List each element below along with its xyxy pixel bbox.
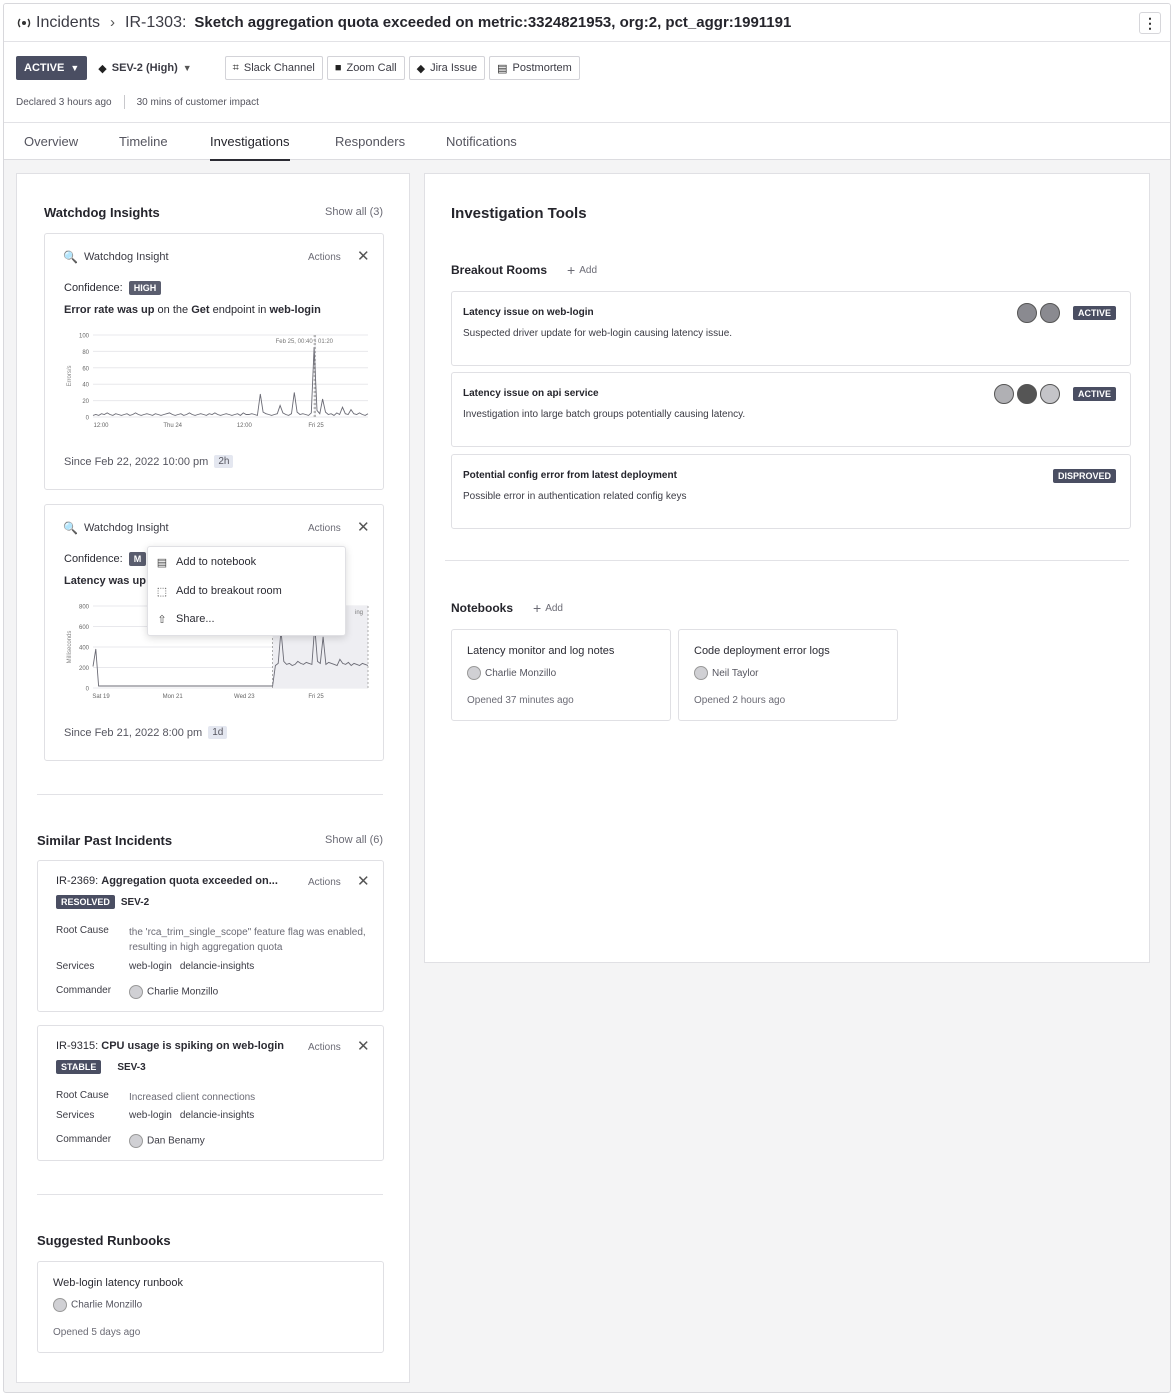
- postmortem-button[interactable]: [489, 56, 580, 80]
- zoom-label: Zoom Call: [346, 62, 397, 74]
- metric-text: on the: [154, 304, 192, 316]
- commander-row: [56, 1134, 205, 1148]
- past-incident-id: IR-2369:: [56, 875, 99, 887]
- close-icon[interactable]: ✕: [357, 248, 370, 265]
- menu-item-share[interactable]: [156, 609, 215, 629]
- avatar: [694, 666, 708, 680]
- notebook-title: Latency monitor and log notes: [467, 645, 615, 657]
- plus-icon: +: [533, 600, 542, 616]
- notebook-owner-name: Charlie Monzillo: [485, 667, 557, 679]
- y-tick-label: 400: [78, 645, 89, 652]
- watchdog-show-all-link[interactable]: Show all (3): [325, 206, 384, 218]
- root-cause-label: Root Cause: [56, 925, 109, 936]
- duration-badge: 2h: [214, 455, 233, 468]
- tools-title: Investigation Tools: [451, 205, 587, 222]
- close-icon[interactable]: ✕: [357, 873, 370, 890]
- services-label: Services: [56, 961, 95, 972]
- severity-text: SEV-2: [120, 896, 150, 908]
- error-rate-chart: [63, 329, 373, 439]
- x-tick-label: Mon 21: [162, 694, 183, 700]
- status-dropdown[interactable]: [16, 56, 87, 80]
- x-tick-label: 12:00: [93, 423, 109, 429]
- runbook-opened: Opened 5 days ago: [53, 1327, 141, 1338]
- confidence-label: Confidence:: [64, 553, 123, 565]
- notebook-owner: [467, 666, 556, 680]
- caret-down-icon: ▼: [182, 63, 192, 73]
- runbook-owner: [53, 1298, 142, 1312]
- root-cause-value: the 'rca_trim_single_scope" feature flag was enabled, resulting in high aggregation quota: [129, 927, 366, 953]
- add-label: Add: [545, 602, 563, 614]
- slack-icon: ⌗: [232, 61, 239, 74]
- past-incident-name: Aggregation quota exceeded on...: [101, 875, 278, 887]
- notebook-card[interactable]: [678, 629, 898, 721]
- service-tag[interactable]: web-login: [129, 1110, 172, 1121]
- past-incident-id: IR-9315:: [56, 1040, 99, 1052]
- insight-header-label: Watchdog Insight: [83, 251, 169, 263]
- incident-id: IR-1303:: [125, 13, 187, 31]
- commander-label: Commander: [56, 1134, 112, 1145]
- notebooks-header: [451, 600, 563, 616]
- notebook-title: Code deployment error logs: [694, 645, 830, 657]
- breakout-room-title: Latency issue on web-login: [463, 307, 594, 318]
- breakout-room-card[interactable]: [451, 372, 1131, 447]
- y-tick-label: 60: [82, 366, 89, 373]
- tab-timeline[interactable]: Timeline: [119, 134, 168, 149]
- more-options-button[interactable]: ⋮: [1139, 12, 1161, 34]
- notebook-icon: ▤: [156, 556, 168, 569]
- title-bar: [4, 4, 1170, 42]
- caret-down-icon: ▼: [70, 63, 80, 73]
- avatar: [467, 666, 481, 680]
- divider: [124, 95, 125, 109]
- status-badge: ACTIVE: [1073, 306, 1116, 320]
- severity-text: SEV-3: [117, 1061, 146, 1073]
- jira-icon: ◆: [416, 62, 426, 75]
- diamond-icon: ◆: [98, 62, 107, 75]
- past-incident-status: [56, 895, 149, 909]
- runbook-card[interactable]: [37, 1261, 384, 1353]
- insight-metric: [64, 304, 321, 316]
- confidence-row: [64, 281, 161, 295]
- left-panel: [16, 173, 410, 1383]
- confidence-badge: M: [129, 552, 147, 566]
- declared-text: Declared 3 hours ago: [16, 96, 112, 108]
- menu-item-label: Add to breakout room: [176, 585, 282, 597]
- tab-notifications[interactable]: Notifications: [446, 134, 517, 149]
- metric-name: Error rate was up: [64, 304, 155, 316]
- add-notebook-button[interactable]: [533, 600, 563, 616]
- y-tick-label: 0: [85, 415, 89, 422]
- avatar: [1017, 303, 1037, 323]
- severity-dropdown[interactable]: [91, 56, 198, 80]
- commander-row: [56, 985, 218, 999]
- services-row: [56, 1110, 262, 1121]
- breakout-title: Breakout Rooms: [451, 263, 548, 277]
- postmortem-label: Postmortem: [512, 62, 572, 74]
- y-tick-label: 20: [82, 399, 89, 406]
- breakout-room-desc: Suspected driver update for web-login causing latency issue.: [463, 328, 733, 339]
- incident-subinfo: [16, 95, 259, 109]
- since-text: Since Feb 22, 2022 10:00 pm: [64, 455, 209, 468]
- confidence-label: Confidence:: [64, 282, 123, 294]
- root-cause-value: Increased client connections: [129, 1092, 256, 1103]
- avatar: [1040, 303, 1060, 323]
- metric-service: web-login: [269, 304, 321, 316]
- share-icon: ⇧: [157, 613, 167, 626]
- tab-overview[interactable]: Overview: [24, 134, 79, 149]
- metric-name: Latency was up: [64, 575, 146, 587]
- past-incident-card[interactable]: [37, 860, 384, 1012]
- y-tick-label: 0: [85, 686, 89, 693]
- close-icon[interactable]: ✕: [357, 1038, 370, 1055]
- participant-avatars: [994, 384, 1060, 404]
- section-divider: [445, 560, 1129, 561]
- status-badge: RESOLVED: [56, 895, 115, 909]
- jira-label: Jira Issue: [430, 62, 478, 74]
- participant-avatars: [1017, 303, 1060, 323]
- confidence-row: [64, 552, 146, 566]
- service-tag[interactable]: web-login: [129, 961, 172, 972]
- tab-bar: [4, 122, 1170, 160]
- y-tick-label: 600: [78, 625, 89, 631]
- y-tick-label: 100: [78, 333, 89, 340]
- menu-item-label: Add to notebook: [176, 556, 257, 568]
- insight-header-label: Watchdog Insight: [83, 522, 169, 534]
- tab-responders[interactable]: Responders: [335, 134, 406, 149]
- x-tick-label: Fri 25: [308, 694, 324, 700]
- similar-incidents-title: Similar Past Incidents: [37, 833, 173, 848]
- breakout-room-desc: Investigation into large batch groups potentially causing latency.: [463, 409, 746, 420]
- avatar: [53, 1298, 67, 1312]
- y-tick-label: 200: [78, 666, 89, 672]
- status-badge: DISPROVED: [1053, 469, 1116, 483]
- breakout-room-card[interactable]: [451, 454, 1131, 529]
- y-axis-label: Milliseconds: [67, 630, 73, 664]
- notebooks-title: Notebooks: [451, 601, 514, 615]
- notebook-owner: [694, 666, 759, 680]
- incident-header: [4, 4, 1170, 160]
- close-icon[interactable]: ✕: [357, 519, 370, 536]
- actions-menu: [147, 546, 346, 636]
- metric-text: endpoint in: [209, 304, 270, 316]
- zoom-call-button[interactable]: [327, 56, 405, 80]
- insight-actions-button[interactable]: Actions: [308, 523, 341, 534]
- runbook-owner-name: Charlie Monzillo: [71, 1299, 143, 1311]
- commander-name: Dan Benamy: [147, 1135, 205, 1147]
- slack-label: Slack Channel: [243, 62, 315, 74]
- commander-name: Charlie Monzillo: [147, 986, 219, 998]
- past-incident-name: CPU usage is spiking on web-login: [101, 1040, 285, 1052]
- menu-item-label: Share...: [176, 613, 215, 625]
- x-tick-label: Thu 24: [163, 423, 183, 429]
- avatar: [1017, 384, 1037, 404]
- runbooks-title: Suggested Runbooks: [37, 1233, 171, 1248]
- metric-endpoint: Get: [191, 304, 210, 316]
- plus-icon: +: [567, 262, 576, 278]
- section-divider: [37, 794, 383, 795]
- slack-channel-button[interactable]: [225, 56, 323, 80]
- section-divider: [37, 1194, 383, 1195]
- services-label: Services: [56, 1110, 95, 1121]
- avatar: [1040, 384, 1060, 404]
- jira-issue-button[interactable]: [409, 56, 486, 80]
- insight-metric: [64, 575, 146, 587]
- x-tick-label: 12:00: [236, 423, 252, 429]
- duration-badge: 1d: [208, 726, 227, 739]
- notebook-opened: Opened 37 minutes ago: [467, 695, 574, 706]
- notebook-card[interactable]: [451, 629, 671, 721]
- runbook-title: Web-login latency runbook: [53, 1277, 184, 1289]
- past-incident-actions-button[interactable]: Actions: [308, 877, 341, 888]
- insight-since: [64, 726, 227, 739]
- insight-header: [63, 521, 169, 535]
- breadcrumb-incidents[interactable]: Incidents: [36, 13, 101, 31]
- menu-item-add-to-breakout-room[interactable]: [156, 581, 282, 601]
- notebook-icon: ▤: [497, 62, 508, 75]
- x-tick-label: Wed 23: [234, 694, 255, 700]
- highlight-label: ing: [354, 610, 363, 616]
- status-badge: ACTIVE: [1073, 387, 1116, 401]
- similar-show-all-link[interactable]: Show all (6): [325, 834, 384, 846]
- status-label: ACTIVE: [24, 62, 65, 74]
- incident-icon: [16, 15, 32, 31]
- y-tick-label: 800: [78, 604, 89, 611]
- incident-meta: [16, 56, 580, 80]
- root-cause-row: [56, 925, 384, 955]
- tab-investigations[interactable]: Investigations: [210, 123, 290, 161]
- chevron-right-icon: ›: [110, 14, 116, 31]
- service-tag[interactable]: delancie-insights: [179, 961, 255, 972]
- past-incident-card[interactable]: [37, 1025, 384, 1161]
- y-axis-label: Errors/s: [67, 365, 73, 387]
- commander-label: Commander: [56, 985, 112, 996]
- watchdog-title: Watchdog Insights: [44, 205, 160, 220]
- binoculars-icon: 🔍: [63, 521, 78, 535]
- avatar: [994, 384, 1014, 404]
- avatar: [129, 985, 143, 999]
- insight-actions-button[interactable]: Actions: [308, 252, 341, 263]
- root-cause-row: [56, 1090, 255, 1105]
- notebook-opened: Opened 2 hours ago: [694, 695, 786, 706]
- insight-header: [63, 250, 169, 264]
- impact-text: 30 mins of customer impact: [136, 96, 259, 108]
- breakout-header: [451, 262, 597, 278]
- x-tick-label: Sat 19: [92, 694, 110, 700]
- root-cause-label: Root Cause: [56, 1090, 109, 1101]
- breakout-room-icon: ⬚: [156, 585, 168, 598]
- since-text: Since Feb 21, 2022 8:00 pm: [64, 726, 203, 739]
- breakout-room-title: Latency issue on api service: [463, 388, 599, 399]
- investigation-tools-panel: [424, 173, 1150, 963]
- past-incident-status: [56, 1060, 146, 1074]
- add-breakout-button[interactable]: [567, 262, 597, 278]
- confidence-badge: HIGH: [129, 281, 162, 295]
- y-tick-label: 80: [82, 349, 89, 356]
- service-tag[interactable]: delancie-insights: [179, 1110, 255, 1121]
- past-incident-title: [56, 875, 296, 887]
- breakout-room-card[interactable]: [451, 291, 1131, 366]
- x-tick-label: Fri 25: [308, 423, 324, 429]
- zoom-icon: ■: [334, 62, 342, 74]
- app-frame: [3, 3, 1171, 1393]
- page-title: Sketch aggregation quota exceeded on metric:3324821953, org:2, pct_aggr:1991191: [194, 14, 792, 31]
- status-badge: STABLE: [56, 1060, 101, 1074]
- past-incident-title: [56, 1040, 296, 1052]
- insight-since: [64, 455, 233, 468]
- highlight-label: Feb 25, 00:40 - 01:20: [275, 339, 333, 345]
- breakout-room-title: Potential config error from latest deployment: [463, 470, 677, 481]
- y-tick-label: 40: [82, 382, 89, 389]
- notebook-owner-name: Neil Taylor: [712, 667, 759, 679]
- avatar: [129, 1134, 143, 1148]
- past-incident-actions-button[interactable]: Actions: [308, 1042, 341, 1053]
- severity-label: SEV-2 (High): [111, 62, 178, 74]
- breakout-room-desc: Possible error in authentication related config keys: [463, 491, 687, 502]
- watchdog-insight-card: [44, 233, 384, 490]
- binoculars-icon: 🔍: [63, 250, 78, 264]
- series-line: [93, 347, 368, 415]
- menu-item-add-to-notebook[interactable]: [156, 552, 256, 572]
- services-row: [56, 961, 262, 972]
- add-label: Add: [579, 264, 598, 276]
